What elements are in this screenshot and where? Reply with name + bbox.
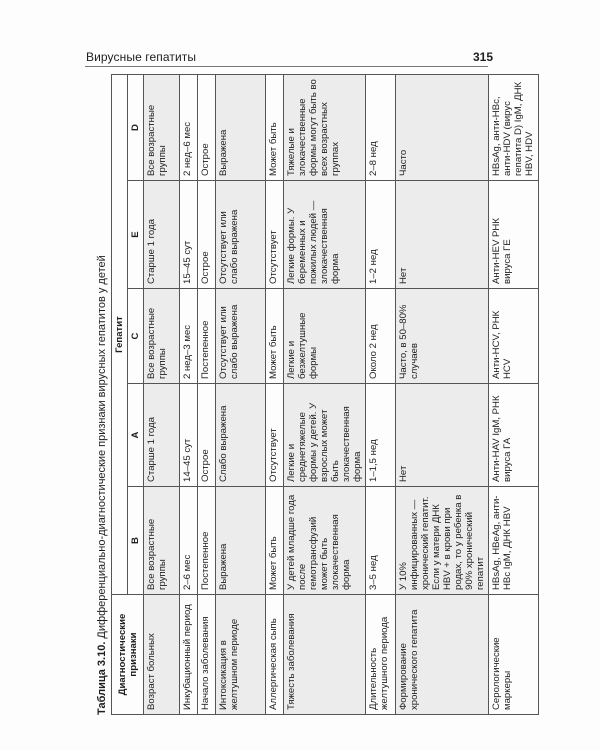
table-cell: 1–2 нед [366, 181, 396, 289]
table-cell: Постепенное [198, 289, 216, 384]
table-cell: Анти-HEV РНК вируса ГЕ [489, 181, 539, 289]
table-cell: Тяжелые и злокачественные формы могут быть во всех возрастных группах [284, 74, 366, 180]
table-cell: 1–1,5 нед [366, 384, 396, 487]
table-cell: Часто, в 50–80% случаев [396, 289, 489, 384]
table-row [489, 74, 539, 714]
row-label: Начало заболевания [198, 595, 216, 715]
table-cell: 2–6 мес [180, 487, 198, 595]
table-cell: Анти-HCV, РНК HCV [489, 289, 539, 384]
page-number: 315 [473, 50, 494, 64]
table-cell: 2 нед–6 мес [180, 74, 198, 180]
table-cell: 15–45 сут [180, 181, 198, 289]
table-row [284, 74, 366, 714]
table-caption [93, 75, 111, 715]
table-cell: 14–45 сут [180, 384, 198, 487]
table-cell: Отсутствует [266, 181, 284, 289]
header-group: Гепатит [112, 74, 128, 594]
table-cell: 2 нед–3 мес [180, 289, 198, 384]
table-cell: Часто [396, 74, 489, 180]
table-row [216, 74, 266, 714]
table-cell: Легкие и среднетяжелые формы у детей. У взрослых может быть злокачественная форма [284, 384, 366, 487]
header-col-a: A [128, 384, 144, 487]
table-cell: Старше 1 года [144, 181, 180, 289]
running-title: Вирусные гепатиты [86, 50, 197, 64]
table-row [366, 74, 396, 714]
header-signs: Диагностические признаки [112, 595, 144, 715]
table-header-row-1 [112, 74, 128, 714]
row-label: Интоксикация в желтушном периоде [216, 595, 266, 715]
table-cell: Может быть [266, 74, 284, 180]
table-cell: Может быть [266, 289, 284, 384]
table-cell: Старше 1 года [144, 384, 180, 487]
table-cell: Отсутствует или слабо выражена [216, 181, 266, 289]
table-cell: Все возрастные группы [144, 74, 180, 180]
header-col-c: C [128, 289, 144, 384]
table-cell: Выражена [216, 487, 266, 595]
table-cell: HBsAg, HBeAg, анти-HBc IgM, ДНК HBV [489, 487, 539, 595]
row-label: Формирование хронического гепатита [396, 595, 489, 715]
caption-label: Таблица 3.10. [96, 641, 108, 715]
table-cell: Может быть [266, 487, 284, 595]
table-cell: Отсутствует [266, 384, 284, 487]
table-cell: Выражена [216, 74, 266, 180]
table-cell: 2–8 нед [366, 74, 396, 180]
table-cell: У 10% инфицированных — хронический гепатит. Если у матери ДНК HBV + в крови при родах, то у ребенка в 90% хронический гепатит [396, 487, 489, 595]
table-cell: У детей младше года после гемотрансфузий может быть злокачественная форма [284, 487, 366, 595]
table-cell: Нет [396, 181, 489, 289]
caption-text: Дифференциально-диагностические признаки вирусных гепатитов у детей [96, 255, 108, 639]
table-cell: Все возрастные группы [144, 487, 180, 595]
table-row [180, 74, 198, 714]
table-cell: Анти-HAV IgM, РНК вируса ГА [489, 384, 539, 487]
table-cell: Острое [198, 74, 216, 180]
table-row [396, 74, 489, 714]
table-cell: Легкие формы. У беременных и пожилых людей — злокачественная форма [284, 181, 366, 289]
row-label: Аллергическая сыпь [266, 595, 284, 715]
table-row [144, 74, 180, 714]
table-cell: 3–5 нед [366, 487, 396, 595]
table-row [198, 74, 216, 714]
differential-diagnosis-table [111, 74, 539, 715]
rotated-table-block [93, 75, 535, 715]
table-cell: Все возрастные группы [144, 289, 180, 384]
table-cell: Постепенное [198, 487, 216, 595]
header-col-b: B [128, 487, 144, 595]
row-label: Длительность желтушного периода [366, 595, 396, 715]
table-cell: Отсутствует или слабо выражена [216, 289, 266, 384]
header-col-e: E [128, 181, 144, 289]
row-label: Возраст больных [144, 595, 180, 715]
table-cell: Нет [396, 384, 489, 487]
row-label: Серологические маркеры [489, 595, 539, 715]
header-rule [85, 66, 488, 67]
row-label: Тяжесть заболевания [284, 595, 366, 715]
table-cell: Острое [198, 384, 216, 487]
table-row [266, 74, 284, 714]
table-cell: Легкие и безжелтушные формы [284, 289, 366, 384]
table-cell: Около 2 нед [366, 289, 396, 384]
table-cell: Острое [198, 181, 216, 289]
row-label: Инкубационный период [180, 595, 198, 715]
table-cell: HBsAg, анти-HBc, анти-HDV (вирус гепатита D) IgM, ДНК HBV, HDV [489, 74, 539, 180]
table-cell: Слабо выражена [216, 384, 266, 487]
header-col-d: D [128, 74, 144, 180]
